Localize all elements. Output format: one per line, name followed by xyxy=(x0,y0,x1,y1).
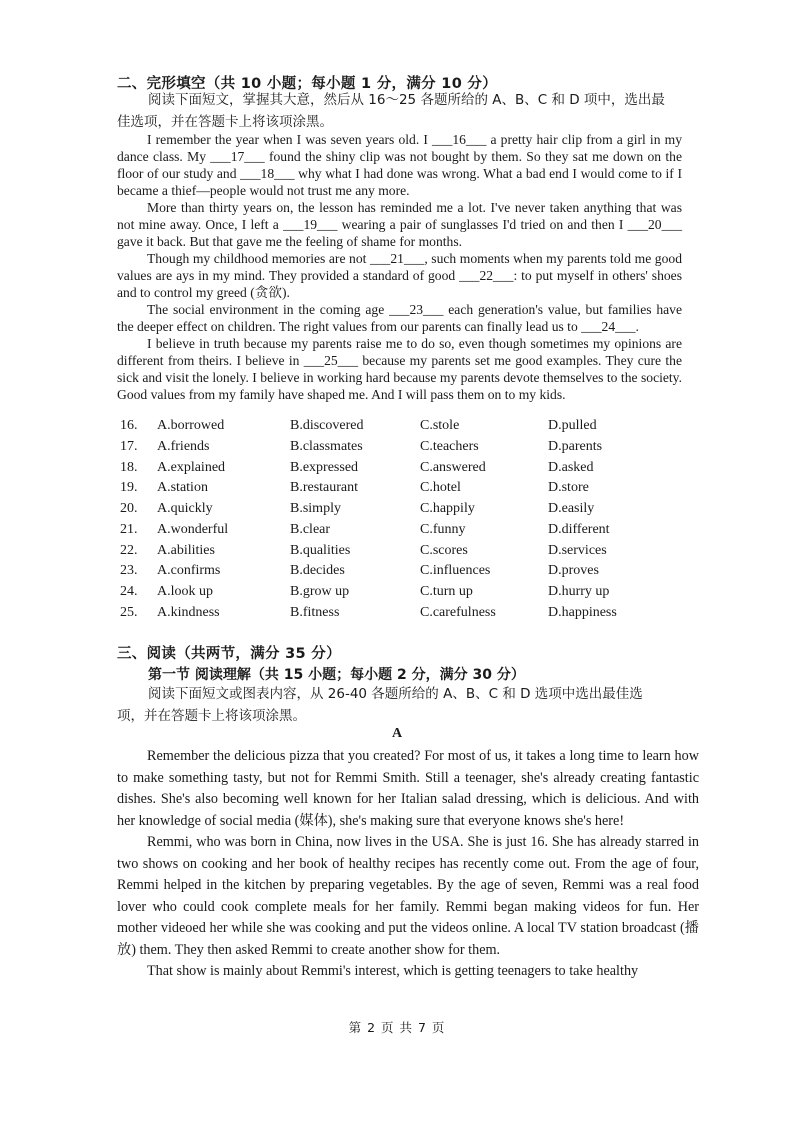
option-d: D.happiness xyxy=(548,605,617,620)
option-d: D.easily xyxy=(548,501,595,516)
reading-sub-heading: 第一节 阅读理解（共 15 小题；每小题 2 分，满分 30 分） xyxy=(148,667,525,683)
option-c: C.scores xyxy=(420,543,468,558)
question-number: 16. xyxy=(120,418,138,433)
option-b: B.clear xyxy=(290,522,331,537)
reading-instruction-line-1: 阅读下面短文或图表内容，从 26-40 各题所给的 A、B、C 和 D 选项中选出最佳选 xyxy=(148,686,643,702)
question-number: 25. xyxy=(120,605,138,620)
option-b: B.restaurant xyxy=(290,480,359,495)
option-d: D.proves xyxy=(548,563,599,578)
option-c: C.stole xyxy=(420,418,460,433)
option-b: B.decides xyxy=(290,563,345,578)
option-c: C.turn up xyxy=(420,584,473,599)
option-c: C.carefulness xyxy=(420,605,496,620)
passage-label: A xyxy=(391,726,403,741)
question-number: 24. xyxy=(120,584,138,599)
cloze-paragraph: Though my childhood memories are not ___21___, such moments when my parents told me good values are ays in my mind. They provided a standard of good ___22___: to put myself in others' shoes and to control my greed (贪欲). xyxy=(117,251,682,300)
option-d: D.parents xyxy=(548,439,603,454)
option-a: A.quickly xyxy=(157,501,213,516)
question-number: 18. xyxy=(120,460,138,475)
reading-passage xyxy=(117,746,699,983)
option-a: A.borrowed xyxy=(157,418,225,433)
option-b: B.grow up xyxy=(290,584,350,599)
option-c: C.happily xyxy=(420,501,475,516)
cloze-passage xyxy=(117,131,682,403)
option-b: B.fitness xyxy=(290,605,340,620)
option-a: A.station xyxy=(157,480,208,495)
option-d: D.services xyxy=(548,543,607,558)
option-c: C.funny xyxy=(420,522,466,537)
option-a: A.look up xyxy=(157,584,213,599)
option-a: A.explained xyxy=(157,460,226,475)
cloze-paragraph: The social environment in the coming age ___23___ each generation's value, but families have the deeper effect on children. The right values from our parents can finally lead us to ___24___. xyxy=(117,302,682,334)
option-d: D.store xyxy=(548,480,589,495)
option-a: A.confirms xyxy=(157,563,221,578)
option-c: C.influences xyxy=(420,563,491,578)
page-footer: 第 2 页 共 7 页 xyxy=(348,1020,446,1035)
question-number: 22. xyxy=(120,543,138,558)
option-c: C.teachers xyxy=(420,439,479,454)
reading-instruction-line-2: 项，并在答题卡上将该项涂黑。 xyxy=(117,708,306,724)
option-a: A.kindness xyxy=(157,605,220,620)
option-b: B.expressed xyxy=(290,460,359,475)
cloze-instruction-line-1: 阅读下面短文，掌握其大意，然后从 16～25 各题所给的 A、B、C 和 D 项中，选出最 xyxy=(148,92,665,108)
option-a: A.friends xyxy=(157,439,210,454)
reading-paragraph: Remember the delicious pizza that you created? For most of us, it takes a long time to learn how to make something tasty, but not for Remmi Smith. Still a teenager, she's already creating fantastic dishes. She's also becoming well known for her Italian salad dressing, which is delicious. And with her knowledge of social media (媒体), she's making sure that everyone knows she's here! xyxy=(117,748,699,829)
cloze-paragraph: More than thirty years on, the lesson has reminded me a lot. I've never taken anything that was not mine away. Once, I left a ___19___ wearing a pair of sunglasses I'd tried on and then I ___20___ gave it back. But that gave me the feeling of shame for months. xyxy=(117,200,682,249)
cloze-instruction-line-2: 佳选项，并在答题卡上将该项涂黑。 xyxy=(117,114,333,130)
option-d: D.asked xyxy=(548,460,594,475)
reading-paragraph: Remmi, who was born in China, now lives in the USA. She is just 16. She has already starred in two shows on cooking and her book of healthy recipes has recently come out. From the age of four, Remmi helped in the kitchen by preparing vegetables. By the age of seven, Remmi was a real food lover who could cook complete meals for her family. Remmi began making videos for fun. Her mother videoed her while she was cooking and put the videos online. A local TV station broadcast (播放) them. They then asked Remmi to create another show for them. xyxy=(117,834,699,958)
reading-heading: 三、阅读（共两节，满分 35 分） xyxy=(117,646,341,662)
cloze-heading: 二、完形填空（共 10 小题；每小题 1 分，满分 10 分） xyxy=(117,76,498,92)
question-number: 17. xyxy=(120,439,138,454)
option-c: C.hotel xyxy=(420,480,461,495)
option-b: B.discovered xyxy=(290,418,364,433)
option-d: D.different xyxy=(548,522,610,537)
reading-paragraph: That show is mainly about Remmi's interest, which is getting teenagers to take healthy xyxy=(147,963,639,979)
question-number: 19. xyxy=(120,480,138,495)
option-b: B.simply xyxy=(290,501,341,516)
cloze-paragraph: I believe in truth because my parents raise me to do so, even though sometimes my opinions are different from theirs. I believe in ___25___ because my parents set me good examples. They cure the sick and visit the lonely. I believe in working hard because my parents devote themselves to the society. Good values from my family have shaped me. And I will pass them on to my kids. xyxy=(117,336,682,402)
question-number: 21. xyxy=(120,522,138,537)
option-d: D.pulled xyxy=(548,418,597,433)
option-c: C.answered xyxy=(420,460,486,475)
question-number: 20. xyxy=(120,501,138,516)
option-a: A.wonderful xyxy=(157,522,229,537)
option-d: D.hurry up xyxy=(548,584,610,599)
cloze-paragraph: I remember the year when I was seven years old. I ___16___ a pretty hair clip from a girl in my dance class. My ___17___ found the shiny clip was not bought by them. So they sat me down on the floor of our study and ___18___ why what I had done was wrong. What a bad end I would come to if I became a thief—people would not trust me any more. xyxy=(117,132,682,198)
option-b: B.classmates xyxy=(290,439,363,454)
option-b: B.qualities xyxy=(290,543,351,558)
option-a: A.abilities xyxy=(157,543,215,558)
question-number: 23. xyxy=(120,563,138,578)
